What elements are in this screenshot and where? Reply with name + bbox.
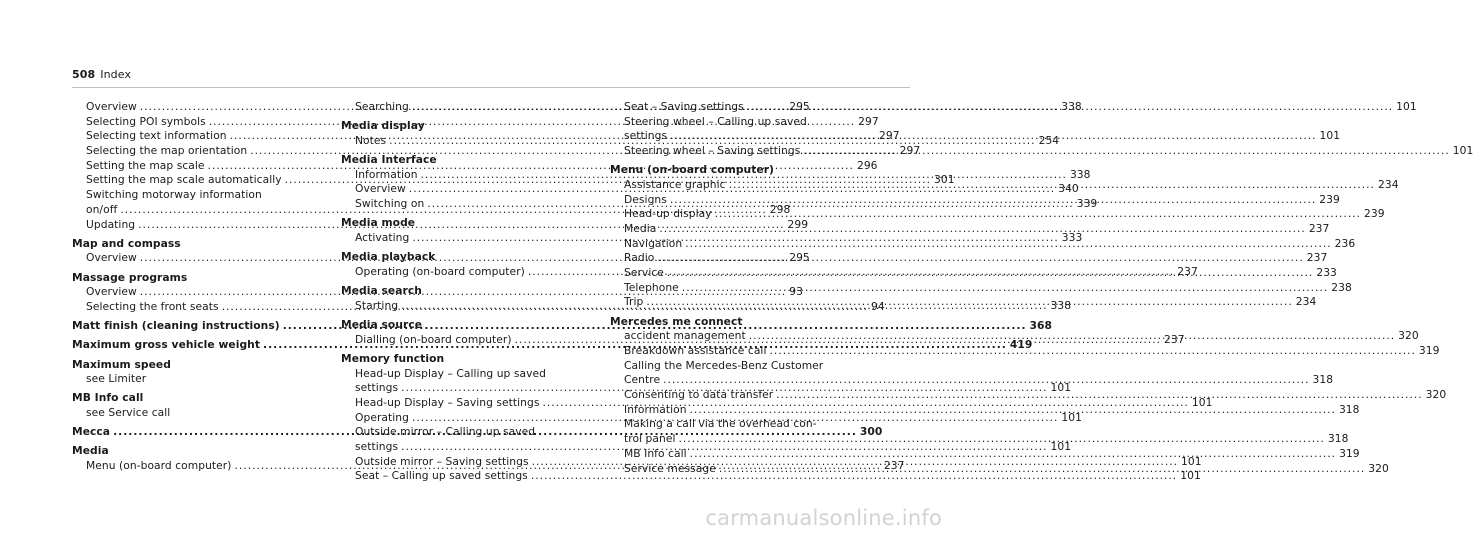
- index-entry-text: Service message: [624, 461, 716, 475]
- index-entry: [72, 406, 307, 421]
- index-entry-text: settings: [355, 381, 399, 395]
- index-entry-text: Overview: [86, 285, 137, 299]
- page-number: 508: [72, 68, 96, 81]
- index-entry-text: Setting the map scale automatically: [86, 173, 282, 187]
- index-entry-text: Outside mirror – Calling up saved: [355, 425, 536, 439]
- index-entry-text: Assistance graphic: [624, 177, 726, 191]
- index-entry-text: see Limiter: [86, 372, 147, 386]
- page-reference: 101: [1061, 410, 1082, 424]
- index-entry-text: Seat – Calling up saved settings: [355, 469, 528, 483]
- index-heading: [72, 237, 307, 252]
- index-entry-text: Overview: [86, 100, 137, 113]
- index-entry: [341, 469, 1201, 484]
- page-reference: 320: [1398, 329, 1419, 343]
- index-entry-text: Head-up Display – Calling up saved: [355, 366, 546, 380]
- dot-leader: [659, 222, 1305, 237]
- page-reference: 94: [871, 299, 885, 313]
- page-reference: 101: [1050, 381, 1072, 395]
- index-entry-text: Calling the Mercedes-Benz Customer: [624, 358, 824, 372]
- page-reference: 339: [1076, 197, 1098, 211]
- page-reference: 319: [1339, 446, 1360, 460]
- index-heading: [72, 391, 307, 406]
- index-entry: [610, 417, 845, 432]
- index-entry: [610, 207, 1385, 222]
- index-entry-text: settings: [624, 129, 668, 143]
- index-heading-text: Matt finish (cleaning instructions): [72, 319, 280, 333]
- index-entry-text: Selecting the map orientation: [86, 144, 248, 158]
- index-heading: [72, 271, 307, 286]
- index-entry: [610, 222, 1330, 237]
- index-entry-text: Selecting the front seats: [86, 299, 219, 313]
- index-entry-text: Outside mirror – Saving settings: [355, 454, 529, 468]
- page-reference: 338: [1061, 100, 1082, 113]
- dot-leader: [690, 403, 1336, 418]
- index-entry-text: on/off: [86, 202, 118, 216]
- index-entry-text: Switching motorway information: [86, 188, 262, 202]
- index-heading-text: Media Interface: [341, 153, 437, 167]
- index-heading: [341, 352, 576, 367]
- index-entry-text: Notes: [355, 133, 387, 147]
- page-reference: 236: [1334, 236, 1356, 250]
- index-entry: [610, 251, 1328, 266]
- page-reference: 338: [1050, 298, 1072, 312]
- page-reference: 299: [787, 217, 809, 231]
- page-reference: 297: [858, 114, 879, 128]
- index-entry-text: Overview: [86, 251, 137, 265]
- index-entry-text: Operating: [355, 410, 409, 424]
- index-entry-text: Steering wheel – Saving settings: [624, 144, 801, 158]
- page-reference: 237: [1308, 222, 1330, 235]
- index-heading-text: Media playback: [341, 250, 436, 264]
- index-entry: [610, 359, 845, 374]
- page-reference: 295: [789, 251, 810, 265]
- index-entry-text: Centre: [624, 373, 661, 387]
- index-entry-text: Designs: [624, 192, 667, 206]
- index-heading-text: Map and compass: [72, 236, 181, 250]
- index-heading: [72, 358, 307, 373]
- page-reference: 318: [1327, 432, 1349, 446]
- index-entry-text: Service: [624, 266, 664, 280]
- page-reference: 295: [789, 100, 810, 113]
- index-heading-text: Media search: [341, 284, 422, 298]
- dot-leader: [749, 329, 1395, 344]
- index-entry-text: Head-up Display – Saving settings: [355, 395, 540, 409]
- index-entry-text: Setting the map scale: [86, 158, 205, 172]
- page-reference: 233: [1316, 266, 1337, 280]
- page-reference: 101: [1191, 395, 1213, 409]
- index-heading: [341, 119, 576, 134]
- index-entry-text: trol panel: [624, 432, 676, 446]
- dot-leader: [682, 281, 1328, 296]
- page-reference: 101: [1181, 454, 1202, 468]
- index-entry-text: Radio: [624, 251, 655, 265]
- index-heading: [341, 284, 576, 299]
- index-heading-text: Menu (on-board computer): [610, 163, 774, 177]
- index-entry-text: Switching on: [355, 197, 425, 211]
- index-heading: [610, 163, 845, 178]
- page-reference: 234: [1295, 295, 1317, 309]
- index-entry-text: Trip: [624, 295, 644, 309]
- page-reference: 238: [1331, 280, 1352, 294]
- page-reference: 340: [1058, 182, 1079, 196]
- section-title: Index: [100, 68, 132, 81]
- index-entry-text: Steering wheel – Calling up saved: [624, 114, 807, 128]
- dot-leader: [679, 432, 1325, 447]
- index-heading: [341, 250, 576, 265]
- index-entry: [72, 188, 307, 203]
- dot-leader: [685, 237, 1331, 252]
- page-reference: 301: [934, 173, 955, 187]
- index-entry-text: Breakdown assistance call: [624, 344, 767, 357]
- dot-leader: [667, 266, 1313, 281]
- index-entry-text: accident management: [624, 329, 746, 343]
- index-heading-text: Maximum speed: [72, 357, 171, 371]
- index-entry-text: Menu (on-board computer): [86, 459, 232, 473]
- index-entry-text: settings: [355, 439, 399, 453]
- index-heading-text: Massage programs: [72, 270, 188, 284]
- index-entry-text: see Service call: [86, 406, 171, 420]
- page-reference: 318: [1312, 373, 1334, 387]
- index-entry: [72, 372, 307, 387]
- dot-leader: [670, 193, 1316, 208]
- page-header: [72, 68, 131, 81]
- page-reference: 319: [1418, 344, 1440, 357]
- dot-leader: [657, 251, 1303, 266]
- page-reference: 300: [859, 425, 883, 439]
- index-heading-text: Media display: [341, 119, 425, 133]
- index-entry-text: Navigation: [624, 236, 683, 250]
- dot-leader: [690, 447, 1336, 462]
- page-reference: 101: [1396, 100, 1417, 113]
- dot-leader: [770, 344, 1416, 359]
- page-reference: 298: [769, 202, 791, 216]
- index-entry-text: Overview: [355, 182, 406, 196]
- page-reference: 318: [1338, 402, 1360, 416]
- index-entry-text: Information: [624, 402, 687, 416]
- index-heading-text: MB Info call: [72, 391, 144, 405]
- dot-leader: [646, 295, 1292, 310]
- index-entry: [341, 367, 576, 382]
- dot-leader: [715, 207, 1361, 222]
- index-heading-text: Media source: [341, 317, 423, 331]
- page-reference: 254: [1038, 133, 1060, 147]
- page-reference: 237: [1306, 251, 1328, 265]
- page-reference: 239: [1319, 192, 1340, 206]
- dot-leader: [729, 178, 1375, 193]
- index-entry-text: Starting: [355, 298, 399, 312]
- index-entry-text: Information: [355, 167, 418, 181]
- page-reference: 93: [789, 285, 803, 299]
- page-reference: 101: [1180, 469, 1201, 483]
- index-entry: [610, 280, 1352, 296]
- page-reference: 338: [1069, 167, 1091, 181]
- page-reference: 296: [856, 158, 878, 172]
- page-reference: 297: [879, 129, 900, 143]
- index-heading: [610, 315, 845, 330]
- index-heading-text: Media mode: [341, 216, 416, 230]
- index-entry-text: Selecting text information: [86, 129, 227, 143]
- page-reference: 297: [899, 144, 921, 158]
- index-heading: [341, 318, 576, 333]
- index-heading-text: Mecca: [72, 425, 111, 439]
- index-heading-text: Maximum gross vehicle weight: [72, 338, 261, 352]
- dot-leader: [719, 462, 1365, 477]
- page-reference: 237: [883, 459, 905, 473]
- page-reference: 101: [1452, 144, 1473, 158]
- index-heading-text: Memory function: [341, 351, 445, 365]
- page-reference: 333: [1061, 231, 1083, 244]
- index-entry-text: Activating: [355, 231, 410, 244]
- index-entry-text: Dialling (on-board computer): [355, 332, 512, 346]
- page-reference: 237: [1177, 264, 1198, 278]
- index-entry-text: Head-up display: [624, 207, 712, 221]
- index-entry-text: Searching: [355, 100, 409, 113]
- index-heading-text: Media: [72, 444, 109, 458]
- page-reference: 320: [1368, 461, 1389, 475]
- index-heading: [341, 153, 576, 168]
- header-divider: [72, 87, 910, 88]
- dot-leader: [776, 388, 1422, 403]
- dot-leader: [803, 144, 1449, 159]
- index-heading-text: Mercedes me connect: [610, 314, 743, 328]
- page-reference: 419: [1009, 338, 1033, 352]
- index-entry-text: Media: [624, 222, 657, 235]
- index-entry-text: Updating: [86, 217, 136, 231]
- index-heading: [341, 216, 576, 231]
- index-entry: [341, 425, 576, 440]
- index-entry-text: Operating (on-board computer): [355, 264, 525, 278]
- dot-leader: [747, 100, 1393, 115]
- page-reference: 237: [1164, 332, 1185, 346]
- index-entry-text: Seat – Saving settings: [624, 100, 744, 113]
- dot-leader: [670, 129, 1316, 144]
- index-entry-text: Selecting POI symbols: [86, 114, 206, 128]
- index-entry-text: Consenting to data transfer: [624, 388, 774, 402]
- watermark: carmanualsonline.info: [705, 506, 942, 530]
- index-entry: [610, 115, 845, 130]
- index-entry-text: Telephone: [624, 280, 679, 294]
- page-reference: 101: [1050, 439, 1072, 453]
- page-reference: 320: [1425, 388, 1447, 402]
- page-reference: 368: [1029, 319, 1053, 333]
- index-entry-text: MB Info call: [624, 446, 687, 460]
- index-heading: [72, 444, 307, 459]
- index-entry-text: Making a call via the overhead con-: [624, 417, 817, 431]
- page-reference: 239: [1364, 207, 1385, 221]
- page-reference: 101: [1319, 129, 1341, 143]
- dot-leader: [663, 373, 1309, 388]
- page-reference: 234: [1377, 177, 1399, 191]
